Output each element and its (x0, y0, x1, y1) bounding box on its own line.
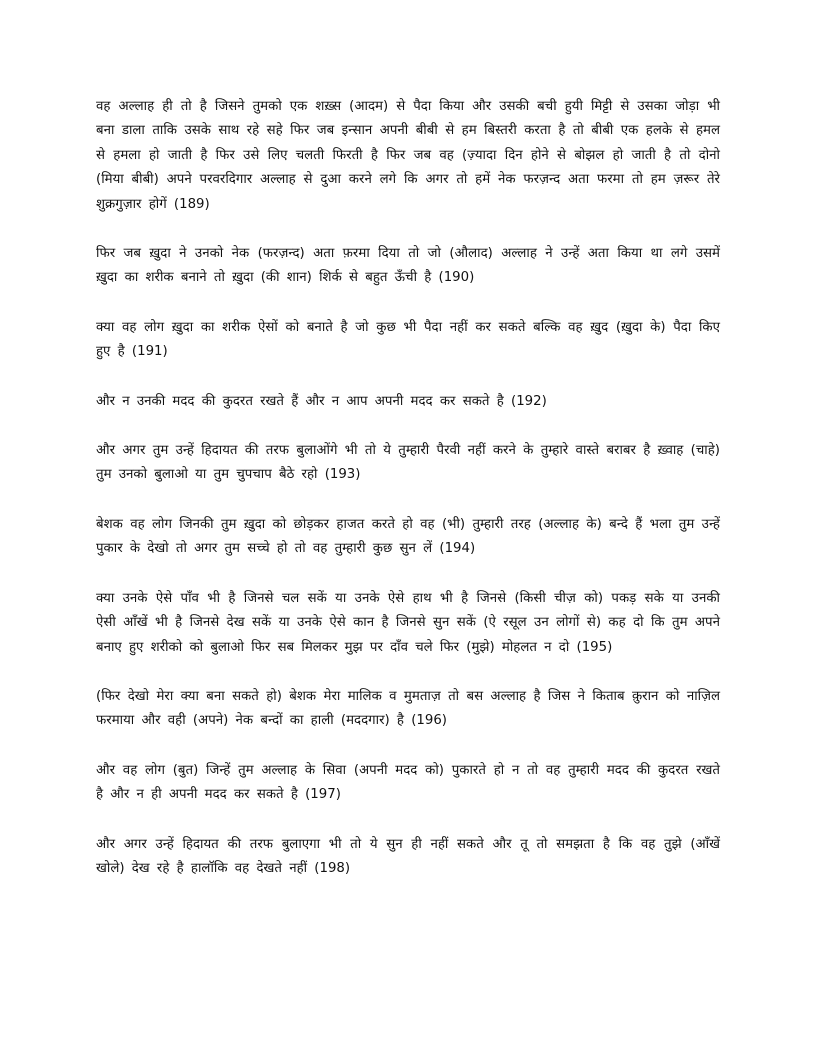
verse-194: बेशक वह लोग जिनकी तुम ख़ुदा को छोड़कर हाजत करते हो वह (भी) तुम्हारी तरह (अल्लाह के) बन्दे हैं भला तुम उन्हें पुकार के देखो तो अगर तुम सच्चे हो तो वह तुम्हारी कुछ सुन लें (194) (96, 516, 720, 557)
verse-191: क्या वह लोग ख़ुदा का शरीक ऐसों को बनाते है जो कुछ भी पैदा नहीं कर सकते बल्कि वह ख़ुद (ख़ुदा के) पैदा किए हुए है (191) (96, 319, 720, 360)
verse-190: फिर जब ख़ुदा ने उनको नेक (फरज़न्द) अता फ़रमा दिया तो जो (औलाद) अल्लाह ने उन्हें अता किया था लगे उसमें ख़ुदा का शरीक बनाने तो ख़ुदा (की शान) शिर्क से बहुत ऊँची है (190) (96, 246, 720, 286)
verse-192: और न उनकी मदद की कुदरत रखते हैं और न आप अपनी मदद कर सकते है (192) (96, 393, 547, 409)
verse-198: और अगर उन्हें हिदायत की तरफ बुलाएगा भी तो ये सुन ही नहीं सकते और तू तो समझता है कि वह तुझे (आँखें खोले) देख रहे है हालॉकि वह देखते नहीं (198) (96, 836, 720, 876)
verse-196: (फिर देखो मेरा क्या बना सकते हो) बेशक मेरा मालिक व मुमताज़ तो बस अल्लाह है जिस ने किताब क़ुरान को नाज़िल फरमाया और वही (अपने) नेक बन्दों का हाली (मददगार) है (196) (96, 688, 720, 729)
verse-189: वह अल्लाह ही तो है जिसने तुमको एक शख़्स (आदम) से पैदा किया और उसकी बची हुयी मिट्टी से उसका जोड़ा भी बना डाला ताकि उसके साथ रहे सहे फिर जब इन्सान अपनी बीबी से हम बिस्तरी करता है तो बीबी एक हलके से हमल से हमला हो जाती है फिर उसे लिए चलती फिरती है फिर जब वह (ज़्यादा दिन होने से बोझल हो जाती है तो दोनो (मिया बीबी) अपने परवरदिगार अल्लाह से दुआ करने लगे कि अगर तो हमें नेक फरज़न्द अता फरमा तो हम ज़रूर तेरे शुक्रगुज़ार होगें (189) (96, 99, 720, 212)
verse-197: और वह लोग (बुत) जिन्हें तुम अल्लाह के सिवा (अपनी मदद को) पुकारते हो न तो वह तुम्हारी मदद की कुदरत रखते है और न ही अपनी मदद कर सकते है (197) (96, 762, 720, 803)
verse-193: और अगर तुम उन्हें हिदायत की तरफ बुलाओंगे भी तो ये तुम्हारी पैरवी नहीं करने के तुम्हारे वास्ते बराबर है ख़्वाह (चाहे) तुम उनको बुलाओ या तुम चुपचाप बैठे रहो (193) (96, 443, 720, 483)
verse-195: क्या उनके ऐसे पाँव भी है जिनसे चल सकें या उनके ऐसे हाथ भी है जिनसे (किसी चीज़ को) पकड़ सके या उनकी ऐसी आँखें भी है जिनसे देख सकें या उनके ऐसे कान है जिनसे सुन सकें (ऐ रसूल उन लोगों से) कह दो कि तुम अपने बनाए हुए शरीको को बुलाओ फिर सब मिलकर मुझ पर दाँव चले फिर (मुझे) मोहलत न दो (195) (96, 590, 720, 655)
